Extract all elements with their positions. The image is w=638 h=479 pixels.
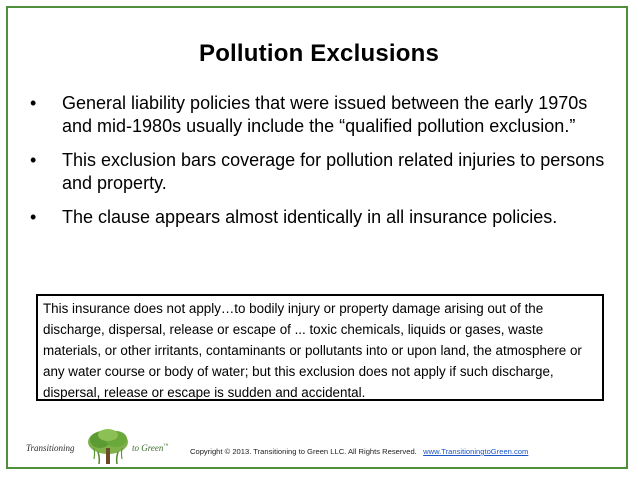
copyright-text: Copyright © 2013. Transitioning to Green LLC. All Rights Reserved. [190, 447, 417, 456]
bullet-item [30, 149, 610, 195]
tree-icon [84, 428, 132, 468]
company-logo [20, 428, 180, 468]
slide-title: Pollution Exclusions [198, 40, 440, 67]
bullet-item [30, 206, 610, 229]
bullet-dot-icon: • [30, 207, 37, 227]
bullet-text: This exclusion bars coverage for pollution related injuries to persons and property. [62, 150, 605, 193]
copyright-footer [190, 447, 528, 456]
bullet-text: The clause appears almost identically in all insurance policies. [62, 207, 558, 227]
exclusion-quote-box: This insurance does not apply…to bodily injury or property damage arising out of the discharge, dispersal, release or escape of ... toxic chemicals, liquids or gases, waste materials, or other irritants, contaminants or pollutants into or upon land, the atmosphere or any water course or body of water; but this exclusion does not apply if such discharge, dispersal, release or escape is sudden and accidental. [36, 294, 604, 401]
logo-text-right: to Green™ [132, 443, 169, 453]
logo-text-left: Transitioning [26, 443, 75, 453]
bullet-item [30, 92, 610, 138]
website-link[interactable]: www.TransitioningtoGreen.com [423, 447, 529, 456]
bullet-list [30, 92, 610, 240]
bullet-text: General liability policies that were issued between the early 1970s and mid-1980s usually include the “qualified pollution exclusion.” [62, 93, 588, 136]
bullet-dot-icon: • [30, 150, 37, 170]
bullet-dot-icon: • [30, 93, 37, 113]
